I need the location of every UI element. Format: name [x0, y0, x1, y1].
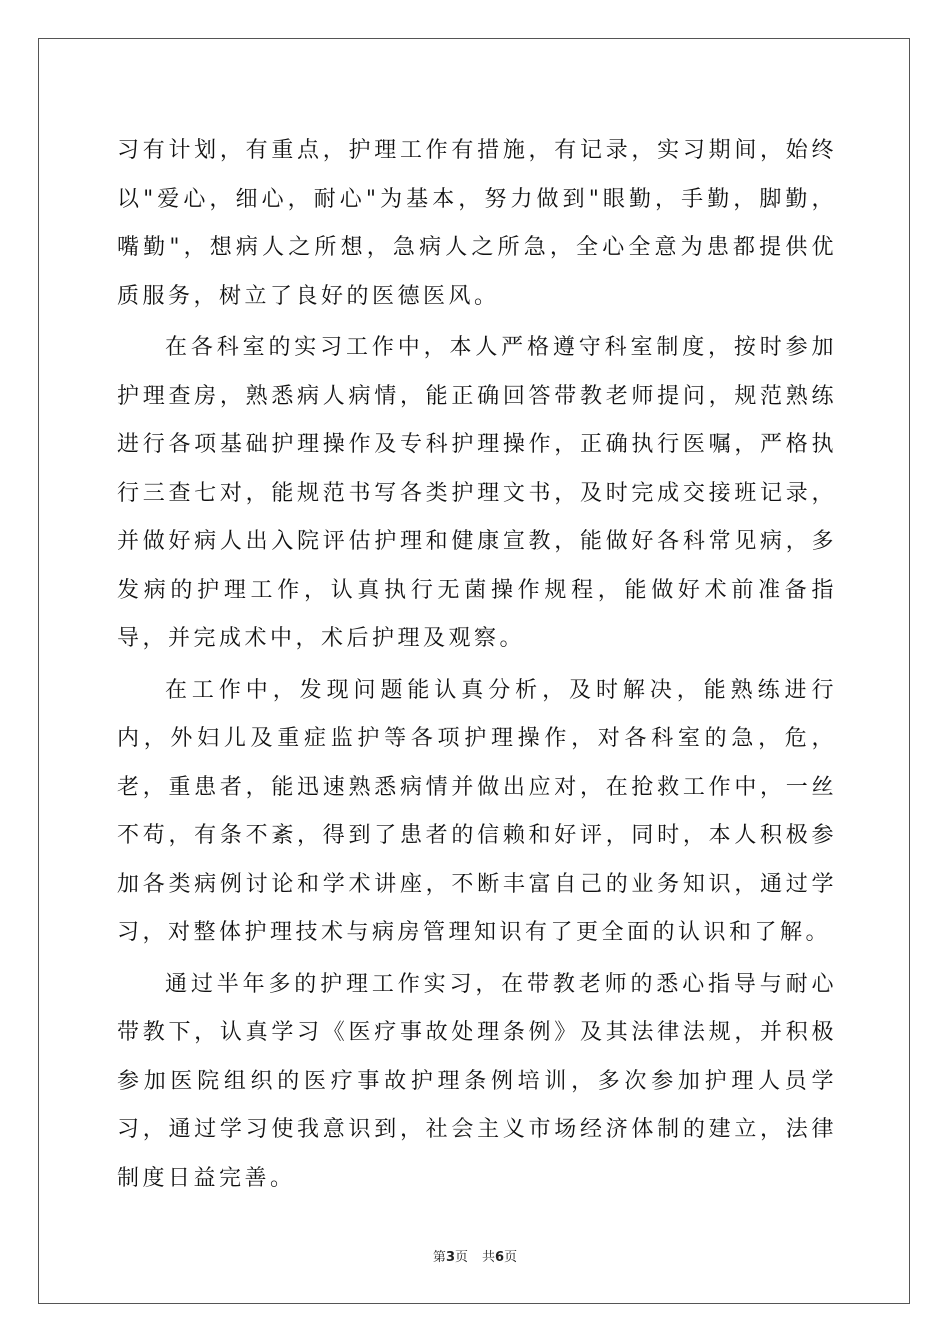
total-prefix: 共	[482, 1250, 496, 1265]
page-prefix: 第	[432, 1250, 446, 1265]
paragraph-1: 习有计划，有重点，护理工作有措施，有记录，实习期间，始终以"爱心，细心，耐心"为基本，努力做到"眼勤，手勤，脚勤，嘴勤"，想病人之所想，急病人之所急，全心全意为患都提供优质服务，树立了良好的医德医风。	[117, 138, 837, 309]
document-body	[117, 127, 837, 1206]
paragraph-4: 通过半年多的护理工作实习，在带教老师的悉心指导与耐心带教下，认真学习《医疗事故处理条例》及其法律法规，并积极参加医院组织的医疗事故护理条例培训，多次参加护理人员学习，通过学习使我意识到，社会主义市场经济体制的建立，法律制度日益完善。	[117, 971, 837, 1191]
total-suffix: 页	[504, 1250, 518, 1265]
page-suffix: 页	[454, 1250, 468, 1265]
page-footer	[0, 1246, 950, 1265]
current-page-number: 3	[445, 1250, 455, 1265]
paragraph-3: 在工作中，发现问题能认真分析，及时解决，能熟练进行内，外妇儿及重症监护等各项护理操作，对各科室的急，危，老，重患者，能迅速熟悉病情并做出应对，在抢救工作中，一丝不苟，有条不紊，得到了患者的信赖和好评，同时，本人积极参加各类病例讨论和学术讲座，不断丰富自己的业务知识，通过学习，对整体护理技术与病房管理知识有了更全面的认识和了解。	[117, 677, 837, 945]
paragraph-2: 在各科室的实习工作中，本人严格遵守科室制度，按时参加护理查房，熟悉病人病情，能正确回答带教老师提问，规范熟练进行各项基础护理操作及专科护理操作，正确执行医嘱，严格执行三查七对，能规范书写各类护理文书，及时完成交接班记录，并做好病人出入院评估护理和健康宣教，能做好各科常见病，多发病的护理工作，认真执行无菌操作规程，能做好术前准备指导，并完成术中，术后护理及观察。	[117, 335, 837, 651]
total-pages-number: 6	[495, 1250, 505, 1265]
